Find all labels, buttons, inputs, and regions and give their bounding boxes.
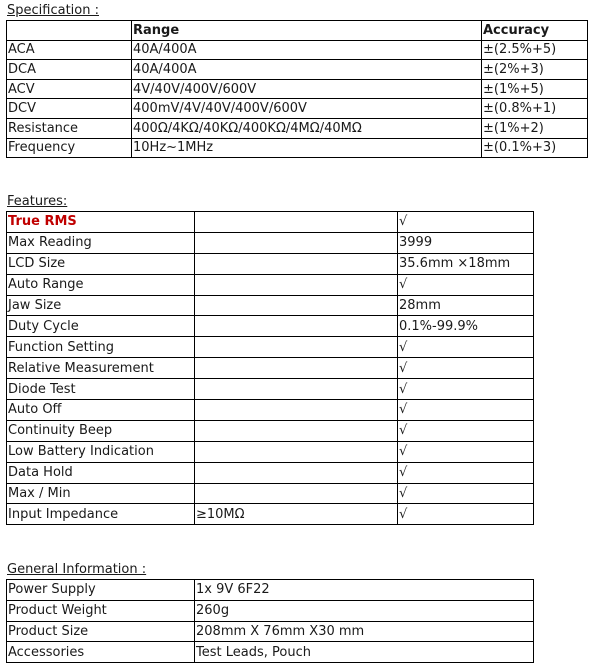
table-row [7,337,534,358]
specification-heading: Specification : [7,3,99,18]
table-row [7,462,534,483]
spec-range: 400Ω/4KΩ/40KΩ/400KΩ/4MΩ/40MΩ [132,118,482,138]
table-row [7,600,534,621]
table-row [7,621,534,642]
general-information-table [6,579,534,663]
feature-spec: √ [398,212,534,233]
spec-header-range: Range [132,21,482,41]
feature-spec: 35.6mm ×18mm [398,253,534,274]
feature-value [195,379,398,400]
general-name: Product Weight [7,600,195,621]
feature-value [195,316,398,337]
spec-name: Frequency [7,138,132,158]
table-row [7,580,534,601]
table-row [7,253,534,274]
feature-name: Max / Min [7,483,195,504]
general-name: Accessories [7,642,195,663]
spec-accuracy: ±(2%+3) [482,60,588,80]
spec-header-blank [7,21,132,41]
feature-spec: √ [398,504,534,525]
feature-spec: √ [398,441,534,462]
spec-accuracy: ±(2.5%+5) [482,40,588,60]
feature-value [195,441,398,462]
feature-name: Low Battery Indication [7,441,195,462]
feature-value [195,253,398,274]
specification-table [6,20,588,158]
feature-value [195,274,398,295]
general-value: 260g [195,600,534,621]
feature-name: Diode Test [7,379,195,400]
feature-spec: √ [398,400,534,421]
general-information-heading: General Information : [7,562,147,577]
general-value: Test Leads, Pouch [195,642,534,663]
feature-name: Relative Measurement [7,358,195,379]
feature-name: Auto Off [7,400,195,421]
feature-value [195,483,398,504]
feature-name: Input Impedance [7,504,195,525]
spec-header-accuracy: Accuracy [482,21,588,41]
feature-name: Duty Cycle [7,316,195,337]
table-row [7,138,588,158]
general-name: Power Supply [7,580,195,601]
spec-range: 40A/400A [132,40,482,60]
table-row [7,379,534,400]
feature-name: LCD Size [7,253,195,274]
feature-spec: √ [398,274,534,295]
feature-value [195,420,398,441]
table-row [7,441,534,462]
spec-accuracy: ±(0.8%+1) [482,99,588,119]
feature-value [195,232,398,253]
feature-value [195,400,398,421]
spec-name: ACV [7,79,132,99]
table-row [7,99,588,119]
spec-range: 400mV/4V/40V/400V/600V [132,99,482,119]
feature-name: Continuity Beep [7,420,195,441]
feature-name: Max Reading [7,232,195,253]
table-row [7,295,534,316]
feature-spec: √ [398,358,534,379]
spec-name: DCA [7,60,132,80]
feature-spec: √ [398,483,534,504]
spec-name: ACA [7,40,132,60]
feature-spec: √ [398,462,534,483]
table-row [7,60,588,80]
feature-name: True RMS [7,212,195,233]
spec-accuracy: ±(1%+5) [482,79,588,99]
table-row [7,400,534,421]
feature-value [195,462,398,483]
feature-spec: √ [398,420,534,441]
table-row [7,642,534,663]
table-row [7,118,588,138]
feature-spec: √ [398,379,534,400]
feature-name: Data Hold [7,462,195,483]
feature-spec: 28mm [398,295,534,316]
table-row [7,274,534,295]
spec-name: Resistance [7,118,132,138]
feature-value: ≥10MΩ [195,504,398,525]
table-row [7,79,588,99]
feature-name: Function Setting [7,337,195,358]
spec-range: 40A/400A [132,60,482,80]
spec-accuracy: ±(0.1%+3) [482,138,588,158]
table-row [7,212,534,233]
features-heading: Features: [7,194,68,209]
spec-range: 4V/40V/400V/600V [132,79,482,99]
general-name: Product Size [7,621,195,642]
table-row [7,358,534,379]
feature-name: Jaw Size [7,295,195,316]
feature-name: Auto Range [7,274,195,295]
table-row [7,420,534,441]
spec-accuracy: ±(1%+2) [482,118,588,138]
general-value: 1x 9V 6F22 [195,580,534,601]
general-value: 208mm X 76mm X30 mm [195,621,534,642]
feature-spec: √ [398,337,534,358]
feature-value [195,358,398,379]
table-row [7,483,534,504]
table-row [7,232,534,253]
feature-value [195,337,398,358]
features-table [6,211,534,525]
spec-range: 10Hz~1MHz [132,138,482,158]
feature-value [195,295,398,316]
specification-header-row [7,21,588,41]
table-row [7,40,588,60]
feature-spec: 3999 [398,232,534,253]
feature-spec: 0.1%-99.9% [398,316,534,337]
table-row [7,316,534,337]
table-row [7,504,534,525]
spec-name: DCV [7,99,132,119]
feature-value [195,212,398,233]
